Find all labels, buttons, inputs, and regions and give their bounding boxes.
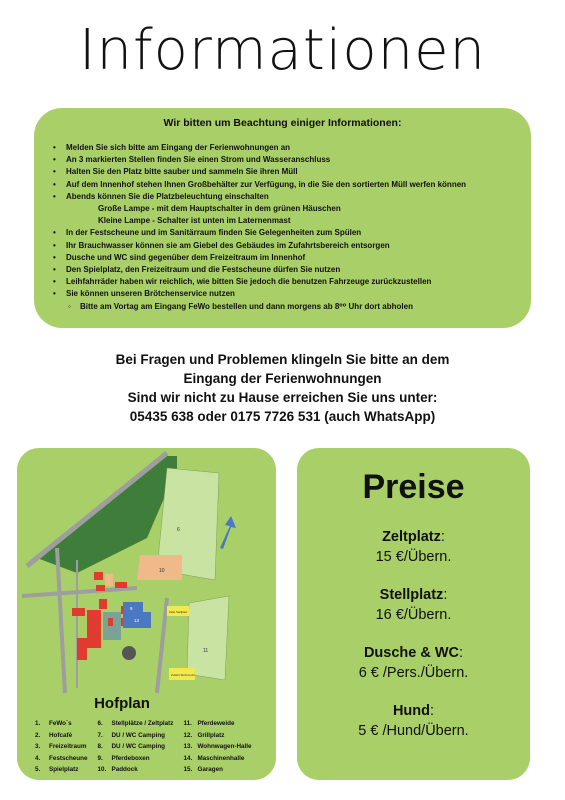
price-value: 6 € /Pers./Übern. [358,665,469,681]
price-name [297,703,530,719]
legend-label: FeWo´s [49,720,72,727]
legend-label: DU / WC Camping [111,743,166,750]
legend-item [183,730,251,742]
legend-num: 14. [183,754,193,762]
legend-label: DU / WC Camping [111,731,166,739]
info-item: • In der Festscheune und im Sanitärraum finden Sie Gelegenheiten zum Spülen [48,227,517,239]
legend-num: 12. [183,731,193,739]
legend-column [98,718,174,776]
sign-label: Zufahrt Wohnmobil [171,673,195,677]
info-item: • Dusche und WC sind gegenüber dem Freizeitraum im Innenhof [48,252,517,264]
legend-item [98,718,174,730]
price-value: 15 €/Übern. [375,549,452,565]
price-item-hund [297,703,530,739]
legend-item [98,730,174,742]
building [96,585,105,591]
info-item: • Melden Sie sich bitte am Eingang der Ferienwohnungen an [48,142,517,154]
legend-item [183,741,251,753]
legend-column [183,718,251,776]
hofplan-panel [17,448,276,780]
legend-num: 6. [97,720,103,727]
field-label: 6 [177,527,180,533]
legend-num: 13. [183,743,193,750]
area-label: 10 [159,568,165,574]
contact-line: Eingang der Ferienwohnungen [183,371,382,386]
info-item: • Halten Sie den Platz bitte sauber und sammeln Sie ihren Müll [48,166,517,178]
price-label: Hund [392,703,430,719]
legend-label: Maschinenhalle [197,754,245,762]
page-title: Informationen [78,18,487,83]
building [105,574,113,586]
field-label: 11 [203,648,209,654]
building [94,572,103,580]
building-pferdeboxen [123,602,143,612]
info-item: • Ihr Brauchwasser können sie am Giebel des Gebäudes im Zufahrtsbereich entsorgen [48,240,517,252]
building [115,582,127,588]
price-name [297,587,530,603]
legend-label: Grillplatz [197,731,225,739]
legend-item [35,741,88,753]
legend-num: 8. [97,743,103,750]
legend-item [183,753,251,765]
info-list [48,142,517,313]
price-colon: : [430,703,435,719]
contact-phone: 05435 638 oder 0175 7726 531 (auch WhatsApp) [129,409,436,424]
legend-num: 3. [35,743,41,750]
legend-label: Garagen [197,766,223,773]
prices-panel [297,448,530,780]
legend-label: Freizeitraum [49,743,87,750]
legend-item [35,753,88,765]
legend-item [98,764,174,776]
info-item: • Abends können Sie die Platzbeleuchtung einschalten [48,191,517,203]
price-colon: : [443,587,448,603]
hofplan-title: Hofplan [94,695,150,712]
legend-item [35,718,88,730]
building [77,638,87,660]
info-item-sub: ◦ Bitte am Vortag am Eingang FeWo bestellen und dann morgens ab 8⁰⁰ Uhr dort abholen [48,301,517,313]
legend-label: Hofcafé [49,731,73,739]
legend-label: Paddock [111,766,138,773]
legend-item [98,753,174,765]
price-colon: : [459,645,464,661]
price-item-dusche-wc [297,645,530,681]
building [99,599,107,609]
price-item-stellplatz [297,587,530,623]
legend-num: 10. [97,766,107,773]
contact-line: Bei Fragen und Problemen klingeln Sie bitte an dem [115,352,450,367]
building-label: 13 [134,618,140,623]
legend-num: 15. [183,766,193,773]
info-panel [34,108,531,328]
info-item: • Sie können unseren Brötchenservice nutzen [48,288,517,300]
legend-label: Stellplätze / Zeltplatz [111,720,174,727]
legend-label: Festscheune [49,754,88,762]
legend-item [35,764,88,776]
building [108,618,113,626]
building [72,608,85,616]
info-item: • Den Spielplatz, den Freizeitraum und die Festscheune dürfen Sie nutzen [48,264,517,276]
legend-item [183,718,251,730]
building [87,610,101,648]
price-label: Stellplatz [379,587,444,603]
building-label: 9 [130,606,133,611]
legend-item [183,764,251,776]
info-item-indent: Große Lampe - mit dem Hauptschalter in dem grünen Häuschen [98,204,341,214]
direction-arrow [220,516,236,549]
legend-item [35,730,88,742]
legend-num: 2. [35,731,41,739]
price-colon: : [440,529,445,545]
info-item-indent: Kleine Lampe - Schalter ist unten im Laternenmast [98,216,291,226]
field-pferdeweide [187,596,229,680]
price-name [297,529,530,545]
contact-block [0,350,565,426]
legend-label: Pferdeweide [197,720,235,727]
price-label: Zeltplatz [382,529,441,545]
site-map [17,448,276,698]
legend-label: Pferdeboxen [111,754,150,762]
sign-label: Zelte Stellplatz [169,610,188,614]
legend-label: Spielplatz [49,766,79,773]
road [57,548,65,693]
info-heading: Wir bitten um Beachtung einiger Informationen: [163,117,402,129]
map-legend [35,718,252,776]
legend-item [98,741,174,753]
legend-column [35,718,88,776]
contact-line: Sind wir nicht zu Hause erreichen Sie uns unter: [127,390,438,405]
legend-label: Wohnwagen-Halle [197,743,252,750]
legend-num: 5. [35,766,41,773]
prices-title: Preise [362,468,465,506]
legend-num: 4. [35,754,41,762]
legend-num: 11. [183,720,192,727]
info-item: • Auf dem Innenhof stehen Ihnen Großbehälter zur Verfügung, in die Sie den sortierten Müll werfen können [48,179,517,191]
road [157,598,167,693]
price-value: 16 €/Übern. [375,607,452,623]
price-label: Dusche & WC [363,645,460,661]
info-item: • An 3 markierten Stellen finden Sie einen Strom und Wasseranschluss [48,154,517,166]
legend-num: 7. [97,731,103,739]
info-item: • Leihfahrräder haben wir reichlich, wie bitten Sie jedoch die benutzen Fahrzeuge zurückzustellen [48,276,517,288]
price-item-zeltplatz [297,529,530,565]
legend-num: 1. [35,720,41,727]
grillplatz [122,646,136,660]
price-name [297,645,530,661]
legend-num: 9. [97,754,103,762]
price-value: 5 € /Hund/Übern. [358,723,469,739]
road [22,588,137,596]
